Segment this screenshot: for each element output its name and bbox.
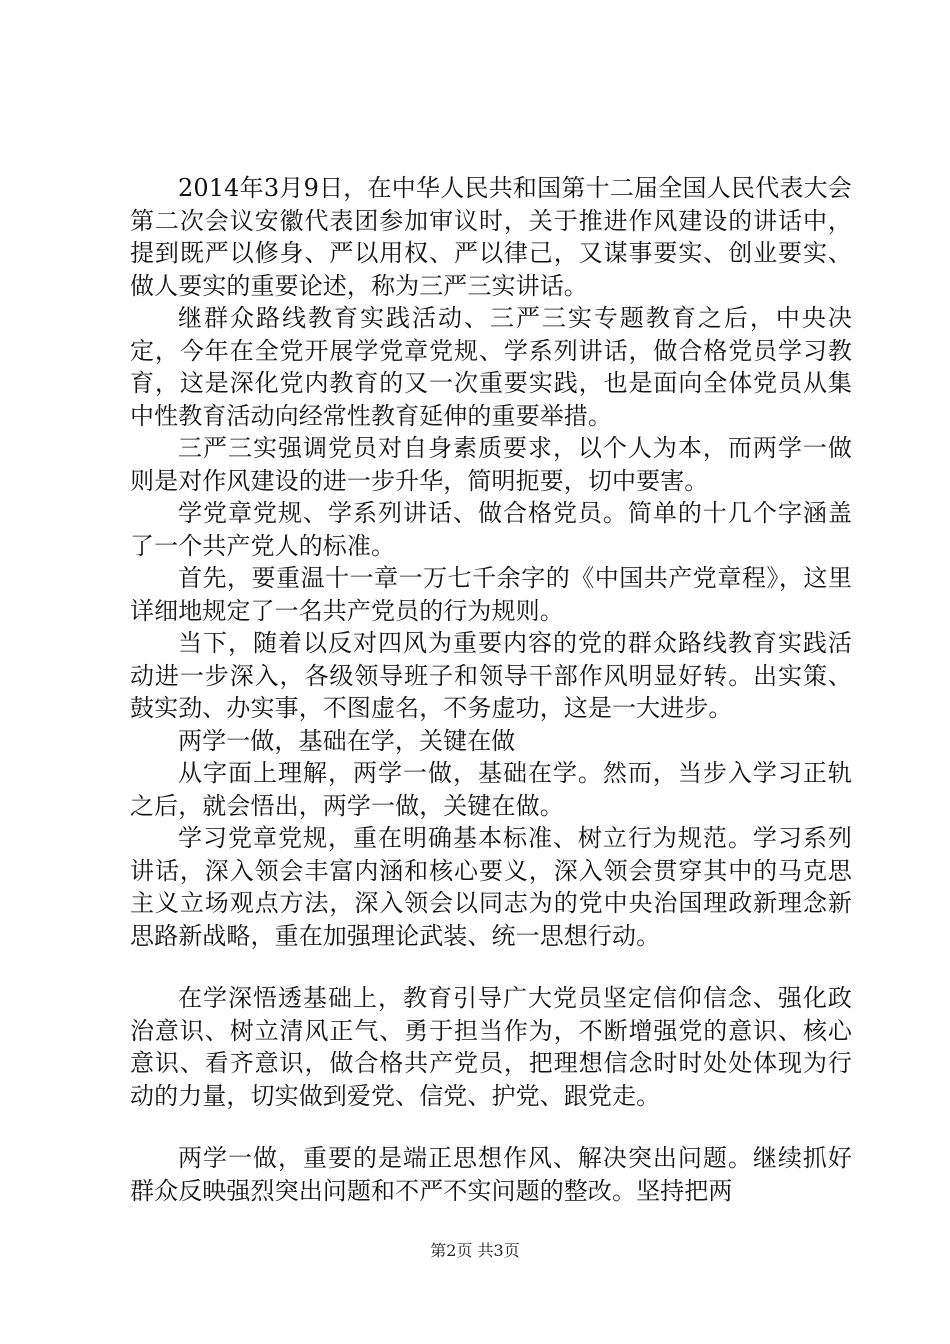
section-heading: 两学一做，基础在学，关键在做 <box>178 726 516 755</box>
paragraph: 继群众路线教育实践活动、三严三实专题教育之后，中央决定，今年在全党开展学党章党规、学系列讲话，做合格党员学习教育，这是深化党内教育的又一次重要实践，也是面向全体党员从集中性教育活动向经常性教育延伸的重要举措。 <box>130 304 852 430</box>
paragraph: 学党章党规、学系列讲话、做合格党员。简单的十几个字涵盖了一个共产党人的标准。 <box>130 499 852 560</box>
paragraph: 三严三实强调党员对自身素质要求，以个人为本，而两学一做则是对作风建设的进一步升华，简明扼要，切中要害。 <box>130 434 852 495</box>
paragraph: 从字面上理解，两学一做，基础在学。然而，当步入学习正轨之后，就会悟出，两学一做，关键在做。 <box>130 759 852 820</box>
document-body <box>130 172 852 1207</box>
page-footer: 第2页 共3页 <box>430 1241 520 1260</box>
paragraph: 首先，要重温十一章一万七千余字的《中国共产党章程》，这里详细地规定了一名共产党员的行为规则。 <box>130 564 852 625</box>
paragraph: 在学深悟透基础上，教育引导广大党员坚定信仰信念、强化政治意识、树立清风正气、勇于担当作为，不断增强党的意识、核心意识、看齐意识，做合格共产党员，把理想信念时时处处体现为行动的力量，切实做到爱党、信党、护党、跟党走。 <box>130 984 852 1110</box>
paragraph: 两学一做，重要的是端正思想作风、解决突出问题。继续抓好群众反映强烈突出问题和不严不实问题的整改。坚持把两 <box>130 1144 852 1205</box>
paragraph: 当下，随着以反对四风为重要内容的党的群众路线教育实践活动进一步深入，各级领导班子和领导干部作风明显好转。出实策、鼓实劲、办实事，不图虚名，不务虚功，这是一大进步。 <box>130 629 852 722</box>
paragraph: 2014年3月9日，在中华人民共和国第十二届全国人民代表大会第二次会议安徽代表团参加审议时，关于推进作风建设的讲话中，提到既严以修身、严以用权、严以律己，又谋事要实、创业要实、做人要实的重要论述，称为三严三实讲话。 <box>130 174 852 300</box>
paragraph: 学习党章党规，重在明确基本标准、树立行为规范。学习系列讲话，深入领会丰富内涵和核心要义，深入领会贯穿其中的马克思主义立场观点方法，深入领会以同志为的党中央治国理政新理念新思路新战略，重在加强理论武装、统一思想行动。 <box>130 824 852 950</box>
